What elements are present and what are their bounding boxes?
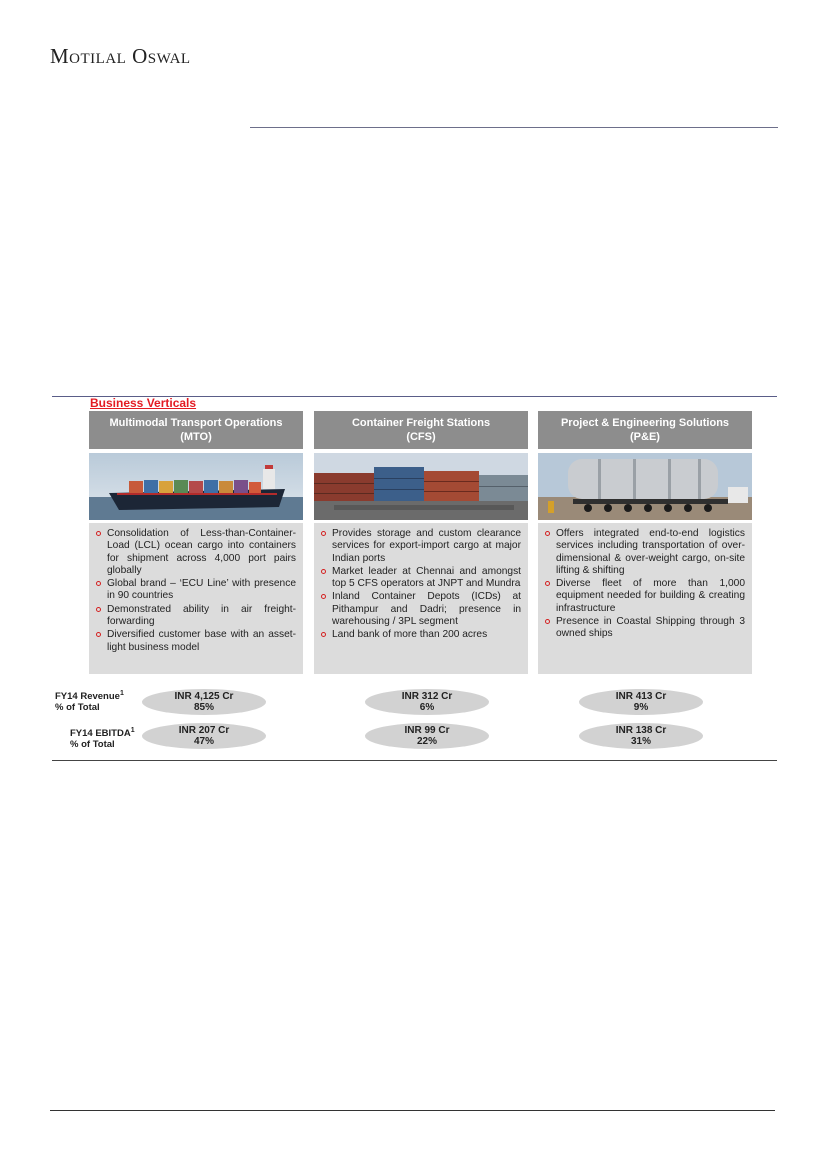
- vertical-abbr: (P&E): [630, 431, 660, 443]
- section-title: Business Verticals: [90, 396, 197, 410]
- ebitda-pill-pe: INR 138 Cr 31%: [579, 723, 703, 749]
- revenue-label: FY14 Revenue$^1$ % of Total: [55, 690, 124, 714]
- vertical-abbr: (CFS): [406, 431, 436, 443]
- ebitda-label: FY14 EBITDA$^1$ % of Total: [70, 727, 135, 751]
- container-yard-photo: [314, 453, 528, 520]
- bullet-circle-icon: [96, 531, 101, 536]
- vertical-card-cfs: [314, 411, 528, 674]
- footnote-mark: 1: [119, 690, 124, 697]
- vertical-bullets: [314, 523, 528, 674]
- brand-logo: Motilal Oswal: [50, 44, 191, 68]
- ebitda-pill-mto: INR 207 Cr 47%: [142, 723, 266, 749]
- list-item: Diversified customer base with an asset-light business model: [96, 629, 296, 654]
- list-item: Diverse fleet of more than 1,000 equipment needed for building & creating infrastructure: [545, 578, 745, 615]
- list-item: Global brand – ‘ECU Line’ with presence in 90 countries: [96, 578, 296, 603]
- vertical-card-mto: [89, 411, 303, 674]
- pct-of-total-label: % of Total: [70, 739, 115, 751]
- vertical-bullets: [538, 523, 752, 674]
- list-item: Inland Container Depots (ICDs) at Pithampur and Dadri; presence in warehousing / 3PL segment: [321, 591, 521, 628]
- list-item: Demonstrated ability in air freight-forwarding: [96, 604, 296, 629]
- list-item: Presence in Coastal Shipping through 3 owned ships: [545, 616, 745, 641]
- list-item: Consolidation of Less-than-Container-Load (LCL) ocean cargo into containers for shipment across 4,000 port pairs globally: [96, 528, 296, 577]
- bullet-circle-icon: [321, 531, 326, 536]
- heavy-cargo-trailer-photo: [538, 453, 752, 520]
- bullet-circle-icon: [96, 632, 101, 637]
- list-item: Provides storage and custom clearance services for export-import cargo at major Indian ports: [321, 528, 521, 565]
- bullet-circle-icon: [545, 581, 550, 586]
- bullet-circle-icon: [545, 619, 550, 624]
- bullet-circle-icon: [321, 594, 326, 599]
- vertical-title: Project & Engineering Solutions: [560, 417, 730, 429]
- revenue-pill-mto: INR 4,125 Cr 85%: [142, 689, 266, 715]
- section-bottom-rule: [52, 760, 777, 761]
- vertical-header: [538, 411, 752, 449]
- vertical-title: Multimodal Transport Operations: [109, 417, 283, 429]
- bullet-circle-icon: [321, 632, 326, 637]
- bullet-circle-icon: [96, 581, 101, 586]
- list-item: Offers integrated end-to-end logistics services including transportation of over-dimensional & over-weight cargo, on-site lifting & shifting: [545, 528, 745, 577]
- list-item: Market leader at Chennai and amongst top 5 CFS operators at JNPT and Mundra: [321, 566, 521, 591]
- footnote-mark: 1: [130, 727, 135, 734]
- revenue-pill-pe: INR 413 Cr 9%: [579, 689, 703, 715]
- vertical-abbr: (MTO): [180, 431, 212, 443]
- vertical-bullets: [89, 523, 303, 674]
- vertical-title: Container Freight Stations: [351, 417, 491, 429]
- footer-rule: [50, 1110, 775, 1111]
- bullet-circle-icon: [321, 569, 326, 574]
- revenue-pill-cfs: INR 312 Cr 6%: [365, 689, 489, 715]
- pct-of-total-label: % of Total: [55, 702, 100, 714]
- bullet-circle-icon: [545, 531, 550, 536]
- vertical-header: [314, 411, 528, 449]
- vertical-card-pe: [538, 411, 752, 674]
- list-item: Land bank of more than 200 acres: [321, 629, 521, 641]
- container-ship-photo: [89, 453, 303, 520]
- vertical-header: [89, 411, 303, 449]
- bullet-circle-icon: [96, 607, 101, 612]
- header-rule: [250, 127, 778, 128]
- ebitda-pill-cfs: INR 99 Cr 22%: [365, 723, 489, 749]
